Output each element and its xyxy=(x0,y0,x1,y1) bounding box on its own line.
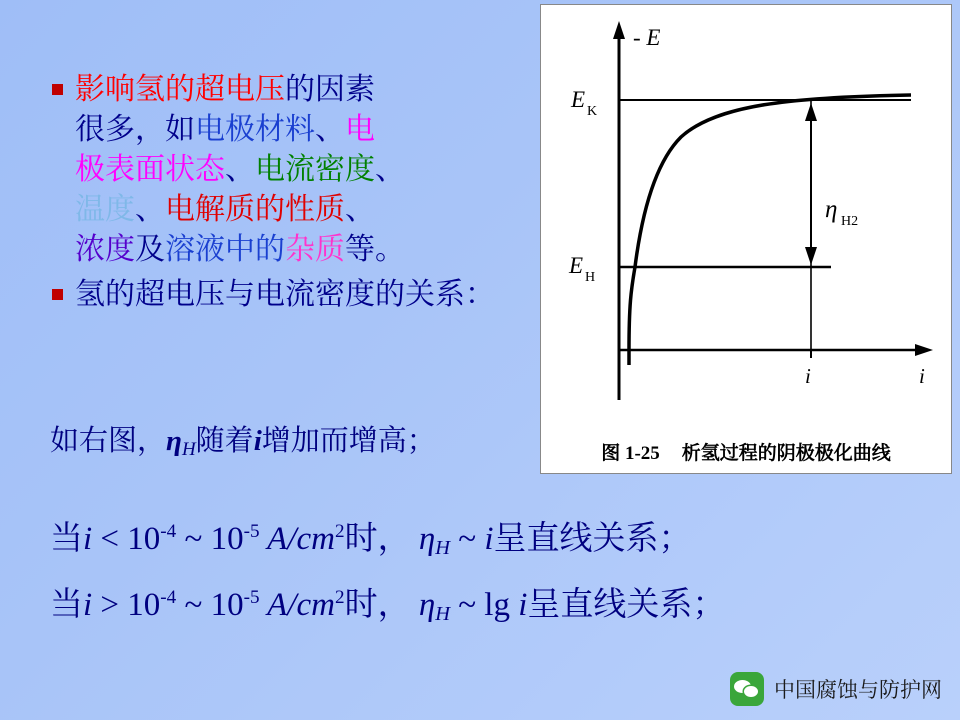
label-ek-sub: K xyxy=(587,104,598,119)
bullet-item-1-text xyxy=(75,70,405,269)
seg-electrode-material: 电极材料 xyxy=(195,112,315,146)
list-item xyxy=(52,275,522,315)
para-prefix: 如右图， xyxy=(50,425,167,457)
eq1-p8: 时， xyxy=(344,521,419,557)
para-eta-symbol: η xyxy=(166,425,182,457)
eq2-p6: A/cm xyxy=(259,587,335,623)
para-suffix-a: 随着 xyxy=(195,425,254,457)
figure-polarization-curve xyxy=(540,4,952,474)
bullet-list xyxy=(52,70,522,321)
eq2-p13: 呈直线关系； xyxy=(527,587,726,623)
para-var-i: i xyxy=(253,425,262,457)
label-eta: η xyxy=(825,196,838,223)
eta-arrow-up xyxy=(805,103,817,121)
eq1-p1: i xyxy=(83,521,93,557)
seg-in-solution: 溶液中的 xyxy=(165,232,285,266)
seg-influence: 影响氢的超电压 xyxy=(75,73,285,106)
list-item xyxy=(52,70,522,269)
eq2-p8: 时， xyxy=(344,587,419,623)
seg-concentration: 浓度 xyxy=(75,232,135,266)
label-tick-i: i xyxy=(805,364,811,388)
seg-comma-5: 、 xyxy=(345,192,375,226)
label-eh-sub: H xyxy=(585,270,596,285)
para-eta-subscript: H xyxy=(181,439,196,460)
eq1-p2: < 10 xyxy=(92,521,161,557)
eq1-p10: H xyxy=(435,537,450,560)
seg-impurity: 杂质 xyxy=(285,232,345,266)
eq1-p5: -5 xyxy=(243,521,260,542)
y-axis-arrow xyxy=(613,21,625,39)
seg-comma-1: 、 xyxy=(315,112,345,146)
eq1-p3: -4 xyxy=(160,521,177,542)
seg-relationship: 氢的超电压与电流密度的关系： xyxy=(75,278,495,312)
eq2-p11: ~ lg xyxy=(449,587,519,623)
figure-reference-paragraph xyxy=(50,418,436,461)
footer-label: 中国腐蚀与防护网 xyxy=(774,679,942,702)
figure-caption-text: 析氢过程的阴极极化曲线 xyxy=(681,443,891,464)
figure-svg xyxy=(541,5,951,425)
eq1-p12: i xyxy=(484,521,494,557)
para-suffix-b: 增加而增高； xyxy=(261,425,436,457)
eq1-p9: η xyxy=(418,521,436,557)
seg-temperature: 温度 xyxy=(75,192,135,226)
seg-current-density: 电流密度 xyxy=(255,152,375,186)
label-eta-sub: H2 xyxy=(841,214,859,229)
eq2-p9: η xyxy=(418,587,436,623)
wechat-icon xyxy=(730,672,764,706)
x-axis-label: i xyxy=(919,364,925,388)
seg-comma-3: 、 xyxy=(375,152,405,186)
seg-many: 很多，如 xyxy=(75,112,195,146)
eq2-p12: i xyxy=(518,587,528,623)
seg-comma-2: 、 xyxy=(225,152,255,186)
label-eh: E xyxy=(569,253,584,278)
equation-greater-than xyxy=(50,578,725,626)
figure-caption xyxy=(541,438,951,465)
seg-etc: 等。 xyxy=(345,232,405,266)
eq2-p4: ~ 10 xyxy=(176,587,244,623)
seg-and: 及 xyxy=(135,232,165,266)
eq1-p13: 呈直线关系； xyxy=(493,521,692,557)
eta-arrow-down xyxy=(805,247,817,265)
footer-watermark xyxy=(730,672,942,706)
eq1-p6: A/cm xyxy=(259,521,335,557)
bullet-square-icon xyxy=(52,289,63,300)
eq2-p7: 2 xyxy=(335,587,345,608)
bullet-square-icon xyxy=(52,84,63,95)
eq2-p0: 当 xyxy=(50,587,83,623)
eq2-p10: H xyxy=(435,603,450,626)
eq2-p1: i xyxy=(83,587,93,623)
x-axis-arrow xyxy=(915,344,933,356)
bullet-item-2-text xyxy=(75,275,495,315)
seg-electrolyte: 电解质的性质 xyxy=(165,192,345,226)
seg-surface-state-a: 电 xyxy=(345,112,375,146)
equation-less-than xyxy=(50,512,691,560)
eq2-p2: > 10 xyxy=(92,587,161,623)
y-axis-label: - E xyxy=(633,25,661,50)
eq1-p4: ~ 10 xyxy=(176,521,244,557)
eq1-p11: ~ xyxy=(449,521,485,557)
seg-comma-4: 、 xyxy=(135,192,165,226)
eq1-p0: 当 xyxy=(50,521,83,557)
seg-factor: 的因素 xyxy=(285,73,375,106)
label-ek: E xyxy=(571,87,586,112)
eq2-p3: -4 xyxy=(160,587,177,608)
eq1-p7: 2 xyxy=(335,521,345,542)
eq2-p5: -5 xyxy=(243,587,260,608)
seg-surface-state-b: 极表面状态 xyxy=(75,152,225,186)
polarization-curve xyxy=(629,95,911,350)
figure-caption-number: 图 1-25 xyxy=(601,443,660,464)
